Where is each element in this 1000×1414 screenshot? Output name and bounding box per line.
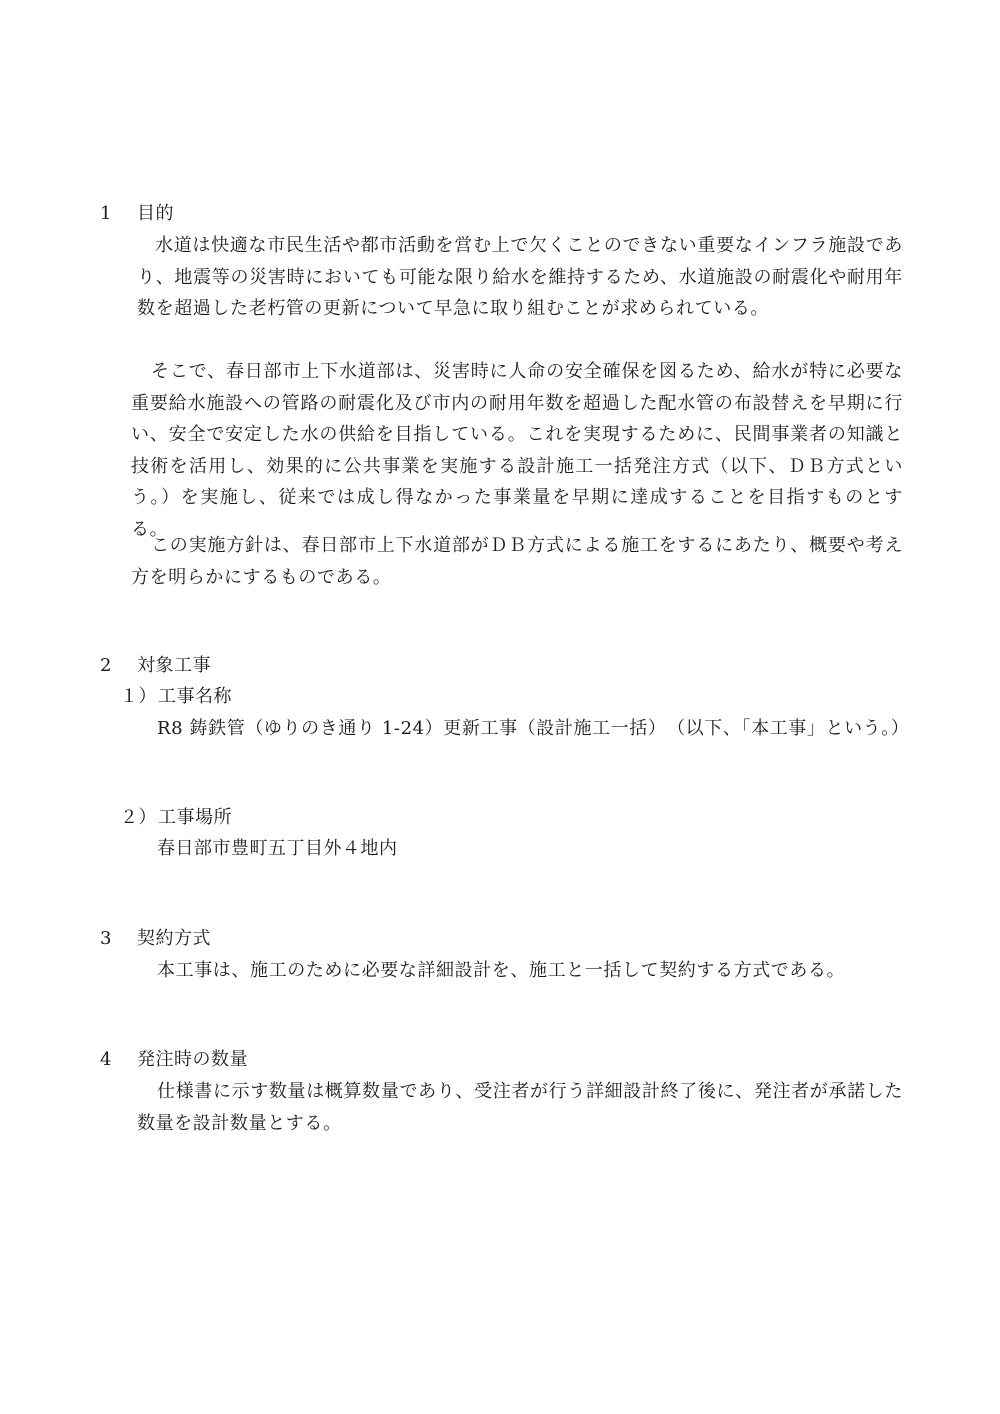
subsection-2-1-number: １） [120, 686, 157, 707]
subsection-2-2-body: 春日部市豊町五丁目外４地内 [157, 838, 398, 859]
section-1-paragraph-1: 水道は快適な市民生活や都市活動を営む上で欠くことのできない重要なインフラ施設であり、地震等の災害時においても可能な限り給水を維持するため、水道施設の耐震化や耐用年数を超過した老朽管の更新について早急に取り組むことが求められている。 [137, 235, 903, 319]
section-1-paragraph-2: そこで、春日部市上下水道部は、災害時に人命の安全確保を図るため、給水が特に必要な重要給水施設への管路の耐震化及び市内の耐用年数を超過した配水管の布設替えを早期に行い、安全で安定した水の供給を目指している。これを実現するために、民間事業者の知識と技術を活用し、効果的に公共事業を実施する設計施工一括発注方式（以下、ＤＢ方式という。）を実施し、従来では成し得なかった事業量を早期に達成することを目指すものとする。 [131, 361, 903, 540]
section-2-title: 対象工事 [137, 655, 211, 676]
section-4-paragraph-1: 仕様書に示す数量は概算数量であり、受注者が行う詳細設計終了後に、発注者が承諾した数量を設計数量とする。 [137, 1081, 903, 1134]
section-1-paragraph-3: この実施方針は、春日部市上下水道部がＤＢ方式による施工をするにあたり、概要や考え方を明らかにするものである。 [131, 535, 903, 588]
subsection-2-1-title: 工事名称 [158, 686, 232, 707]
section-1-title: 目的 [137, 203, 174, 224]
section-2-number: 2 [100, 655, 112, 676]
section-3-title: 契約方式 [137, 928, 211, 949]
section-4-number: 4 [100, 1049, 112, 1070]
subsection-2-1-body: R8 鋳鉄管（ゆりのき通り 1-24）更新工事（設計施工一括） （以下、「本工事」という。） [157, 718, 910, 739]
section-1-number: 1 [100, 203, 112, 224]
section-4-title: 発注時の数量 [137, 1049, 248, 1070]
section-3-number: 3 [100, 928, 112, 949]
subsection-2-2-number: ２） [120, 807, 157, 828]
subsection-2-2-title: 工事場所 [158, 807, 232, 828]
section-3-paragraph-1: 本工事は、施工のために必要な詳細設計を、施工と一括して契約する方式である。 [157, 960, 846, 981]
